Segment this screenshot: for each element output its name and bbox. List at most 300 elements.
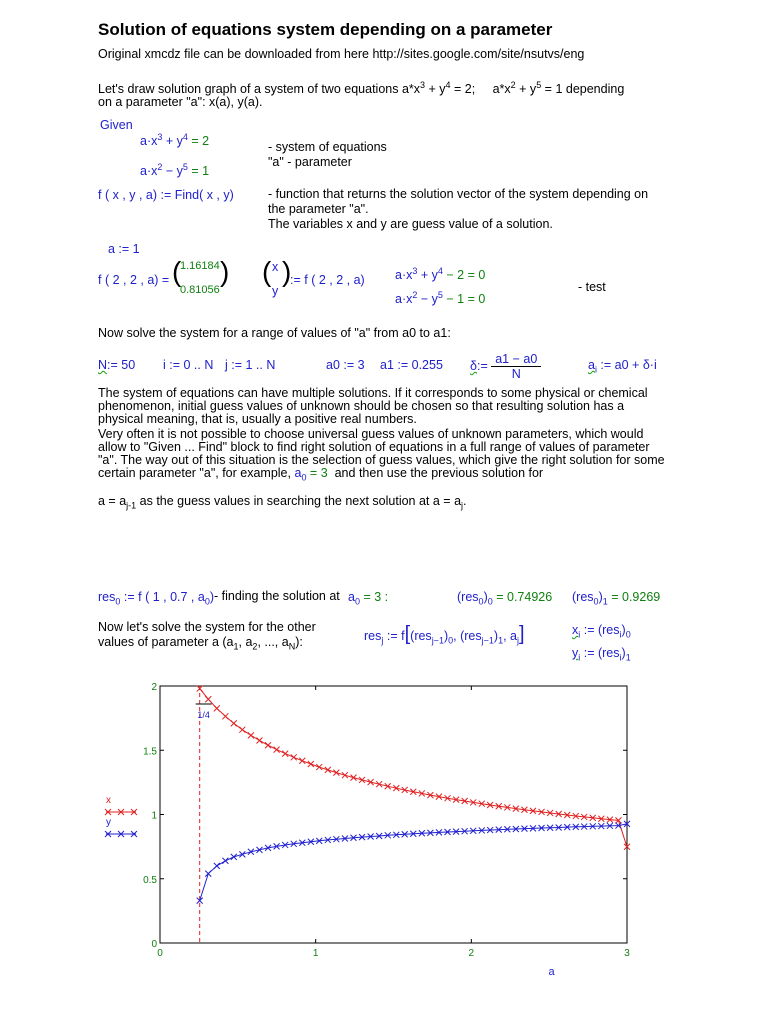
point-stroke (316, 838, 322, 844)
f-call: f ( 2 , 2 , a) = (98, 273, 170, 287)
point-stroke (615, 823, 621, 829)
point-stroke (299, 840, 305, 846)
data-point-x (248, 732, 254, 738)
data-point-y (231, 854, 237, 860)
point-stroke (308, 839, 314, 845)
point-stroke (496, 827, 502, 833)
point-stroke (445, 795, 451, 801)
legend-marker (118, 809, 124, 815)
point-stroke (222, 713, 228, 719)
point-stroke (282, 751, 288, 757)
point-stroke (513, 806, 519, 812)
res00-value: $(res_0)_0 = 0.74926$ (457, 590, 553, 607)
point-stroke (316, 764, 322, 770)
point-stroke (556, 824, 562, 830)
point-stroke (376, 833, 382, 839)
data-point-y (197, 898, 203, 904)
given-eq-2: $a\cdot x^2 - y^5 = 1$ (140, 162, 210, 179)
data-point-x (530, 808, 536, 814)
point-stroke (308, 761, 314, 767)
point-stroke (410, 831, 416, 837)
xy-assign: := f ( 2 , 2 , a) (290, 273, 365, 287)
point-stroke (590, 815, 596, 821)
data-point-x (470, 799, 476, 805)
data-point-y (547, 825, 553, 831)
data-point-x (598, 816, 604, 822)
point-stroke (239, 851, 245, 857)
data-point-y (248, 849, 254, 855)
point-stroke (274, 747, 280, 753)
legend-marker (118, 809, 124, 815)
point-stroke (239, 727, 245, 733)
point-stroke (231, 854, 237, 860)
resj-definition: res$_j$ := $f[(res_{j-1})_0$, $(res_{j-1})_1$, $a_j$] (364, 623, 525, 646)
point-stroke (402, 787, 408, 793)
a1-definition: a1 := 0.255 (380, 358, 443, 372)
data-point-y (436, 829, 442, 835)
point-stroke (419, 830, 425, 836)
point-stroke (325, 767, 331, 773)
data-point-x (222, 713, 228, 719)
data-point-y (256, 847, 262, 853)
point-stroke (342, 772, 348, 778)
point-stroke (299, 840, 305, 846)
point-stroke (248, 732, 254, 738)
data-point-x (308, 761, 314, 767)
data-point-y (470, 828, 476, 834)
data-point-y (590, 823, 596, 829)
series-line-x (200, 689, 627, 847)
download-line: Original xmcdz file can be downloaded from here http://sites.google.com/site/nsutvs/eng (98, 47, 585, 61)
legend-marker (105, 809, 111, 815)
point-stroke (573, 813, 579, 819)
point-stroke (393, 785, 399, 791)
intro-line-2: on a parameter "a": x(a), y(a). (98, 95, 263, 109)
point-stroke (479, 827, 485, 833)
point-stroke (368, 779, 374, 785)
point-stroke (197, 898, 203, 904)
data-point-y (513, 826, 519, 832)
point-stroke (402, 831, 408, 837)
point-stroke (590, 823, 596, 829)
point-stroke (530, 825, 536, 831)
point-stroke (359, 777, 365, 783)
point-stroke (581, 824, 587, 830)
find-note-3: The variables x and y are guess value of a solution. (268, 217, 553, 231)
find-note-2: the parameter "a". (268, 202, 369, 216)
res0-at: $a_0 = 3$ : (348, 590, 389, 607)
data-point-y (342, 836, 348, 842)
point-stroke (496, 827, 502, 833)
point-stroke (256, 737, 262, 743)
point-stroke (556, 824, 562, 830)
point-stroke (231, 720, 237, 726)
find-definition: f ( x , y , a) := Find( x , y) (98, 188, 234, 202)
point-stroke (393, 785, 399, 791)
point-stroke (265, 742, 271, 748)
point-stroke (470, 799, 476, 805)
point-stroke (325, 837, 331, 843)
data-point-x (436, 794, 442, 800)
N-definition: N:= 50 (98, 358, 136, 372)
point-stroke (513, 806, 519, 812)
point-stroke (231, 720, 237, 726)
point-stroke (521, 807, 527, 813)
point-stroke (325, 837, 331, 843)
a0-definition: a0 := 3 (326, 358, 365, 372)
data-point-x (590, 815, 596, 821)
marker-label: 1/4 (197, 710, 210, 720)
data-point-x (350, 775, 356, 781)
point-stroke (607, 823, 613, 829)
data-point-x (453, 797, 459, 803)
data-point-x (410, 789, 416, 795)
point-stroke (205, 696, 211, 702)
data-point-y (445, 829, 451, 835)
point-stroke (350, 775, 356, 781)
point-stroke (436, 794, 442, 800)
point-stroke (547, 825, 553, 831)
y-tick-label: 0 (151, 939, 157, 950)
x-tick-label: 0 (157, 948, 163, 959)
data-point-x (385, 783, 391, 789)
data-point-x (197, 686, 203, 692)
data-point-x (573, 813, 579, 819)
point-stroke (419, 790, 425, 796)
point-stroke (205, 696, 211, 702)
data-point-y (402, 831, 408, 837)
x-tick-label: 1 (312, 948, 319, 959)
point-stroke (299, 758, 305, 764)
point-stroke (333, 836, 339, 842)
point-stroke (393, 832, 399, 838)
data-point-x (368, 779, 374, 785)
point-stroke (205, 871, 211, 877)
point-stroke (410, 789, 416, 795)
point-stroke (350, 835, 356, 841)
point-stroke (427, 792, 433, 798)
point-stroke (462, 828, 468, 834)
range-intro: Now solve the system for a range of values of "a" from a0 to a1: (98, 326, 451, 340)
data-point-x (376, 781, 382, 787)
data-point-y (581, 824, 587, 830)
point-stroke (436, 794, 442, 800)
point-stroke (385, 783, 391, 789)
point-stroke (256, 737, 262, 743)
given-label: Given (100, 118, 133, 132)
point-stroke (607, 817, 613, 823)
point-stroke (615, 823, 621, 829)
point-stroke (504, 826, 510, 832)
left-paren-icon: ( (172, 256, 182, 287)
data-point-y (615, 823, 621, 829)
x-tick-label: 2 (468, 948, 475, 959)
data-point-y (496, 827, 502, 833)
point-stroke (453, 829, 459, 835)
data-point-y (530, 825, 536, 831)
point-stroke (581, 814, 587, 820)
data-point-x (231, 720, 237, 726)
point-stroke (274, 843, 280, 849)
given-note-1: - system of equations (268, 140, 387, 154)
data-point-y (333, 836, 339, 842)
point-stroke (479, 827, 485, 833)
data-point-x (402, 787, 408, 793)
data-point-y (316, 838, 322, 844)
intro-line-1: Let's draw solution graph of a system of two equations $a*x^3 + y^4 = 2$; $a*x^2 + y^5 = 1$ depending (98, 80, 625, 97)
point-stroke (239, 851, 245, 857)
data-point-x (265, 742, 271, 748)
legend-marker (131, 809, 137, 815)
given-eq-1: $a\cdot x^3 + y^4 = 2$ (140, 132, 210, 149)
data-point-x (547, 810, 553, 816)
data-point-y (205, 871, 211, 877)
plot-frame (160, 686, 627, 943)
point-stroke (487, 827, 493, 833)
paragraph-2: Very often it is not possible to choose universal guess values of unknown parameters, which would allow to "Given ... Find" block to find right solution of equations in a full range of values of parameter "a". The way out of this situation is the selection of guess values, which give the right solution for some certain parameter "a", for example, $a_0 = 3$ and then use the previous solution for (98, 427, 665, 483)
point-stroke (385, 832, 391, 838)
delta-fraction: $\frac{a1 - a0}{N}$ (491, 352, 541, 381)
point-stroke (521, 826, 527, 832)
check-eq-2: $a\cdot x^2 - y^5 - 1 = 0$ (395, 290, 486, 307)
point-stroke (376, 833, 382, 839)
point-stroke (427, 792, 433, 798)
point-stroke (274, 843, 280, 849)
data-point-x (462, 798, 468, 804)
left-paren-icon: ( (262, 256, 272, 287)
point-stroke (598, 816, 604, 822)
point-stroke (333, 770, 339, 776)
y-tick-label: 2 (151, 682, 157, 693)
data-point-y (299, 840, 305, 846)
point-stroke (530, 808, 536, 814)
point-stroke (197, 898, 203, 904)
point-stroke (581, 814, 587, 820)
data-point-x (214, 705, 220, 711)
data-point-x (615, 817, 621, 823)
point-stroke (299, 758, 305, 764)
point-stroke (342, 836, 348, 842)
point-stroke (453, 797, 459, 803)
data-point-x (496, 803, 502, 809)
point-stroke (487, 827, 493, 833)
point-stroke (556, 811, 562, 817)
point-stroke (564, 824, 570, 830)
res0-definition: res$_0$ := f ( 1 , 0.7 , $a_0$) (98, 590, 215, 607)
data-point-y (282, 842, 288, 848)
y-tick-label: 0.5 (143, 874, 157, 886)
data-point-y (410, 831, 416, 837)
point-stroke (205, 871, 211, 877)
point-stroke (470, 828, 476, 834)
data-point-x (445, 795, 451, 801)
data-point-x (274, 747, 280, 753)
point-stroke (436, 829, 442, 835)
point-stroke (282, 842, 288, 848)
point-stroke (547, 825, 553, 831)
data-point-y (419, 830, 425, 836)
point-stroke (624, 844, 630, 850)
point-stroke (590, 823, 596, 829)
point-stroke (291, 841, 297, 847)
legend-marker (131, 809, 137, 815)
point-stroke (265, 845, 271, 851)
point-stroke (222, 713, 228, 719)
point-stroke (573, 824, 579, 830)
data-point-y (385, 832, 391, 838)
j-definition: j := 1 .. N (225, 358, 276, 372)
point-stroke (222, 858, 228, 864)
point-stroke (325, 767, 331, 773)
data-point-x (316, 764, 322, 770)
point-stroke (410, 789, 416, 795)
x-tick-label: 3 (624, 948, 630, 959)
point-stroke (470, 799, 476, 805)
point-stroke (470, 828, 476, 834)
x-definition: $x_i$ := $(res_i)_0$ (572, 623, 631, 640)
point-stroke (419, 790, 425, 796)
point-stroke (402, 787, 408, 793)
point-stroke (513, 826, 519, 832)
point-stroke (504, 804, 510, 810)
data-point-y (222, 858, 228, 864)
y-tick-label: 1.5 (143, 746, 157, 758)
res01-value: $(res_0)_1 = 0.9269$ (572, 590, 661, 607)
point-stroke (539, 809, 545, 815)
test-label: - test (578, 280, 606, 294)
data-point-y (393, 832, 399, 838)
find-note-1: - function that returns the solution vector of the system depending on (268, 187, 649, 201)
legend-marker (118, 831, 124, 837)
data-point-y (274, 843, 280, 849)
point-stroke (479, 801, 485, 807)
point-stroke (462, 798, 468, 804)
point-stroke (265, 742, 271, 748)
right-paren-icon: ) (282, 256, 292, 287)
point-stroke (539, 809, 545, 815)
point-stroke (445, 829, 451, 835)
point-stroke (368, 833, 374, 839)
point-stroke (256, 847, 262, 853)
data-point-y (359, 834, 365, 840)
point-stroke (547, 810, 553, 816)
point-stroke (521, 807, 527, 813)
data-point-x (325, 767, 331, 773)
vector-y: y (272, 284, 279, 298)
point-stroke (197, 686, 203, 692)
point-stroke (239, 727, 245, 733)
legend-marker (105, 831, 111, 837)
data-point-x (564, 812, 570, 818)
point-stroke (445, 829, 451, 835)
point-stroke (539, 825, 545, 831)
data-point-y (368, 833, 374, 839)
point-stroke (581, 824, 587, 830)
data-point-y (325, 837, 331, 843)
point-stroke (333, 770, 339, 776)
given-note-2: "a" - parameter (268, 155, 352, 169)
data-point-x (419, 790, 425, 796)
point-stroke (496, 803, 502, 809)
data-point-x (581, 814, 587, 820)
data-point-y (462, 828, 468, 834)
data-point-y (376, 833, 382, 839)
data-point-x (556, 811, 562, 817)
point-stroke (282, 751, 288, 757)
point-stroke (607, 823, 613, 829)
point-stroke (350, 835, 356, 841)
data-point-x (427, 792, 433, 798)
data-point-y (487, 827, 493, 833)
y-definition: $y_i$ := $(res_i)_1$ (572, 646, 631, 663)
point-stroke (573, 824, 579, 830)
point-stroke (197, 686, 203, 692)
point-stroke (598, 816, 604, 822)
point-stroke (590, 815, 596, 821)
point-stroke (419, 830, 425, 836)
page-title: Solution of equations system depending on a parameter (98, 20, 553, 39)
point-stroke (333, 836, 339, 842)
point-stroke (291, 754, 297, 760)
data-point-y (479, 827, 485, 833)
data-point-y (521, 826, 527, 832)
paragraph-1: The system of equations can have multiple solutions. If it corresponds to some physical or chemical phenomenon, initial guess values of unknown should be chosen so that resulting solution has a physical meaning, that is, usually a positive real numbers. (98, 386, 648, 426)
legend-label-y: y (106, 817, 111, 828)
point-stroke (222, 858, 228, 864)
point-stroke (615, 817, 621, 823)
data-point-x (205, 696, 211, 702)
point-stroke (530, 808, 536, 814)
y-tick-label: 1 (151, 810, 157, 822)
legend-marker (131, 831, 137, 837)
data-point-x (504, 804, 510, 810)
data-point-x (239, 727, 245, 733)
point-stroke (564, 812, 570, 818)
point-stroke (385, 783, 391, 789)
point-stroke (462, 828, 468, 834)
data-point-y (291, 841, 297, 847)
data-point-y (607, 823, 613, 829)
point-stroke (214, 863, 220, 869)
data-point-x (624, 844, 630, 850)
data-point-x (256, 737, 262, 743)
point-stroke (521, 826, 527, 832)
point-stroke (342, 836, 348, 842)
point-stroke (427, 830, 433, 836)
point-stroke (487, 802, 493, 808)
point-stroke (564, 824, 570, 830)
point-stroke (479, 801, 485, 807)
point-stroke (513, 826, 519, 832)
point-stroke (316, 764, 322, 770)
point-stroke (445, 795, 451, 801)
point-stroke (427, 830, 433, 836)
point-stroke (453, 829, 459, 835)
data-point-y (624, 821, 630, 827)
point-stroke (573, 813, 579, 819)
x-axis-label: a (548, 966, 555, 978)
point-stroke (359, 777, 365, 783)
legend-marker (105, 831, 111, 837)
point-stroke (274, 747, 280, 753)
a-definition: a := 1 (108, 242, 140, 256)
check-eq-1: $a\cdot x^3 + y^4 - 2 = 0$ (395, 266, 486, 283)
point-stroke (598, 823, 604, 829)
legend-label-x: x (106, 795, 111, 806)
data-point-y (598, 823, 604, 829)
point-stroke (231, 854, 237, 860)
data-point-y (539, 825, 545, 831)
